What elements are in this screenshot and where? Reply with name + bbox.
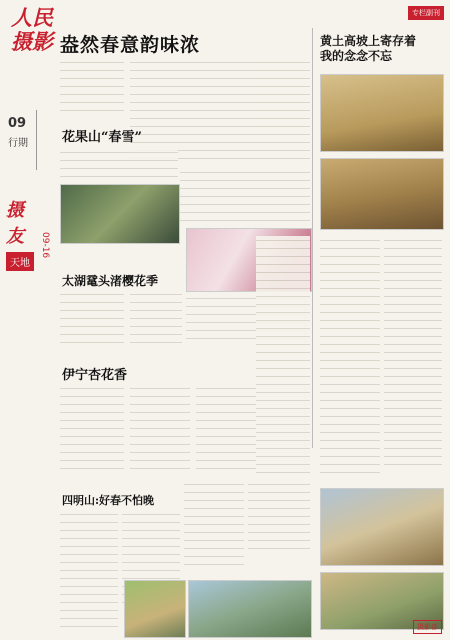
photo-aerial-fill [61, 185, 179, 243]
logo-line1: 人民 [11, 5, 53, 30]
body-text-block [256, 236, 310, 474]
body-text-block [60, 58, 124, 114]
body-text-block [130, 290, 182, 350]
body-text-block [384, 236, 442, 466]
body-text-block [60, 290, 124, 350]
photo-loess-plateau-3 [320, 488, 444, 566]
photo-loess-3-fill [321, 489, 443, 565]
logo [6, 6, 58, 102]
vertical-date: 09-16 [40, 232, 50, 259]
body-text-block [320, 236, 380, 474]
photo-village [124, 580, 186, 638]
photo-valley-fill [189, 581, 311, 637]
sidebar-head-line1: 摄 [6, 200, 24, 221]
sidebar-section [6, 196, 58, 269]
body-text-block [248, 480, 310, 556]
top-bar [304, 6, 444, 26]
issue-info [8, 116, 36, 149]
photo-loess-1-fill [321, 75, 443, 151]
photo-loess-2-fill [321, 159, 443, 229]
photo-village-fill [125, 581, 185, 637]
logo-line2: 摄影 [11, 29, 53, 54]
issue-divider [36, 110, 55, 170]
main-headline: 盎然春意韵味浓 [60, 34, 201, 56]
footer-badge: 摄影部 [413, 620, 442, 634]
body-text-block [60, 384, 124, 474]
body-text-block [130, 384, 190, 474]
issue-number: 09 [8, 116, 27, 131]
right-title-line1: 黄土高坡上寄存着 [320, 34, 417, 48]
column-rule [312, 28, 313, 448]
photo-valley [188, 580, 312, 638]
issue-label: 行期 [8, 138, 28, 149]
section-title-2: 太湖鼋头渚樱花季 [62, 274, 159, 288]
body-text-block [184, 480, 244, 566]
right-title-line2: 我的念念不忘 [320, 49, 393, 63]
body-text-block [60, 510, 118, 630]
sidebar-tag: 天地 [6, 252, 34, 271]
sidebar-head-line2: 友 [6, 226, 24, 247]
section-title-3: 伊宁杏花香 [62, 368, 128, 383]
section-title-1: 花果山“春雪” [62, 130, 142, 145]
photo-aerial [60, 184, 180, 244]
photo-loess-plateau-1 [320, 74, 444, 152]
section-badge: 专栏副刊 [408, 6, 444, 20]
section-title-4: 四明山:好春不怕晚 [62, 494, 155, 507]
right-column-title [320, 34, 440, 64]
photo-loess-plateau-2 [320, 158, 444, 230]
body-text-block [180, 168, 310, 224]
